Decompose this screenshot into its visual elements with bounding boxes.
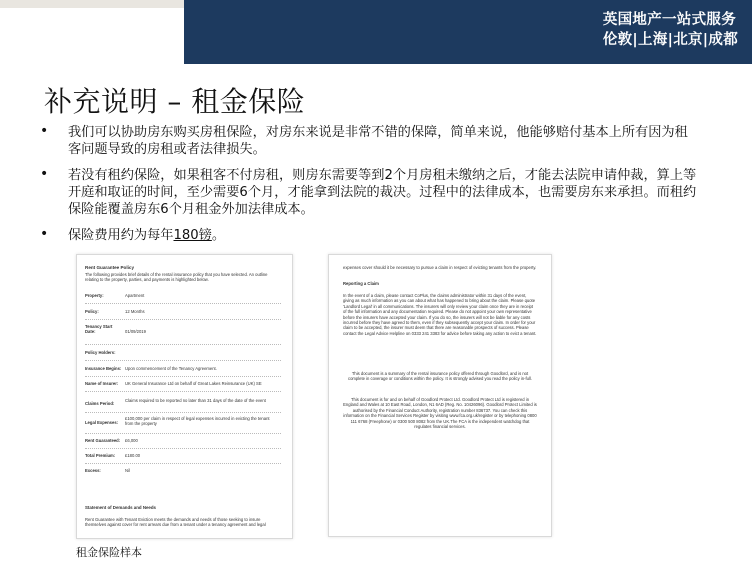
row-label: Policy Holders: bbox=[85, 350, 116, 355]
divider bbox=[85, 448, 281, 449]
bullet-list bbox=[40, 124, 700, 253]
row-value: Upon commencement of the Tenancy Agreement. bbox=[125, 366, 217, 371]
brand-banner bbox=[184, 0, 752, 64]
row-label: Excess: bbox=[85, 468, 101, 473]
row-value: £100,000 per claim in respect of legal expenses incurred in evicting the tenant from the property bbox=[125, 416, 270, 427]
row-value: Nil bbox=[125, 468, 130, 473]
row-label: Total Premium: bbox=[85, 453, 116, 458]
brand-service-line: 英国地产一站式服务 bbox=[602, 12, 737, 28]
demands-text: Rent Guarantee with Tenant Eviction meets the demands and needs of those seeking to insure themselves against cover for rent arrears due from a tenant under a tenancy agreement and legal bbox=[85, 517, 266, 528]
row-value: UK General Insurance Ltd on behalf of Great Lakes Reinsurance (UK) SE bbox=[125, 381, 262, 386]
policy-row-claims-period bbox=[85, 398, 285, 412]
policy-document-page-1 bbox=[76, 254, 293, 539]
row-label: Policy: bbox=[85, 309, 99, 314]
summary-notice: This document is a summary of the rental insurance policy offered through Goodlord, and is not complete in coverage or conditions within the policy. It is strongly advised you read the policy in-full. bbox=[347, 371, 533, 382]
row-value: 12 Months bbox=[125, 309, 145, 314]
bullet-item bbox=[40, 167, 700, 218]
logo-strip bbox=[0, 0, 184, 8]
bullet-symbol: • bbox=[40, 123, 49, 139]
sample-caption: 租金保险样本 bbox=[76, 546, 142, 559]
policy-row-insurance-begins bbox=[85, 366, 285, 380]
claim-instructions: In the event of a claim, please contact CoPlus, the claims administrator within 31 days of the event, giving as much information as you can about what has happened to bring about the claim. Please quote 'Landlord Legal' in all communications. The insurers will only review your claim once they are in receipt of the full information and any documentation required. Please do not appoint your own representative before the insurers have accepted your claim. If you do so, the insurers will not be liable for any costs incurred before they have agreed to them, even if they subsequently accept your claim. In order for your claim to be accepted, the insurer must deem that there are reasonable prospects of success. Please contact the Legal Advice Helpline on 0333 241 3383 for advice before taking any action to evict a tenant. bbox=[343, 293, 537, 336]
claim-heading: Reporting a Claim bbox=[343, 281, 379, 286]
divider bbox=[85, 463, 281, 464]
policy-row-legal-expenses bbox=[85, 416, 285, 434]
bullet-item bbox=[40, 124, 700, 158]
policy-row-policy bbox=[85, 309, 285, 323]
row-value: Claims required to be reported no later than 31 days of the date of the event bbox=[125, 398, 266, 403]
row-value: £6,000 bbox=[125, 438, 138, 443]
row-value: Apartment bbox=[125, 293, 145, 298]
policy-document-page-2 bbox=[328, 254, 552, 537]
divider bbox=[85, 376, 281, 377]
row-label: Name of Insurer: bbox=[85, 381, 119, 386]
divider bbox=[85, 319, 281, 320]
row-label: Claims Period: bbox=[85, 401, 115, 406]
cost-amount: 180镑 bbox=[173, 228, 212, 243]
bullet-symbol: • bbox=[40, 226, 49, 242]
legal-notice: This document is for and on behalf of Goodlord Protect Ltd. Goodlord Protect Ltd is registered in England and Wales at 10 East Road, London, N1 6AD (Reg. No. 10426096). Goodlord Protect Limited is authorised by the Financial Conduct Authority, registration number 836737. You can check this information on the Financial Services Register by visiting www.fca.org.uk/register or by telephoning 0800 111 6768 (Freephone) or 0300 500 8082 from the UK.The FCA is the independent watchdog that regulates financial services. bbox=[343, 397, 537, 430]
divider bbox=[85, 344, 281, 345]
divider bbox=[85, 412, 281, 413]
policy-row-excess bbox=[85, 468, 285, 482]
policy-row-holders bbox=[85, 350, 285, 364]
brand-text bbox=[603, 10, 738, 50]
divider bbox=[85, 360, 281, 361]
row-value: 01/09/2019 bbox=[125, 329, 146, 334]
bullet-text: 若没有租约保险，如果租客不付房租，则房东需要等到2个月房租未缴纳之后，才能去法院申请仲裁，算上等开庭和取证的时间，至少需要6个月，才能拿到法院的裁决。过程中的法律成本，也需要房东来承担。而租约保险能覆盖房东6个月租金外加法律成本。 bbox=[68, 168, 697, 217]
brand-cities-line: 伦敦|上海|北京|成都 bbox=[602, 32, 738, 48]
cost-suffix: 。 bbox=[211, 228, 226, 243]
bullet-text: 我们可以协助房东购买房租保险，对房东来说是非常不错的保障，简单来说，他能够赔付基本上所有因为租客问题导致的房租或者法律损失。 bbox=[68, 125, 688, 157]
slide-title: 补充说明 – 租金保险 bbox=[44, 85, 306, 118]
row-label: Rent Guaranteed: bbox=[85, 438, 121, 443]
row-label: Insurance Begins: bbox=[85, 366, 122, 371]
bullet-symbol: • bbox=[40, 166, 49, 182]
policy-row-tenancy-start bbox=[85, 324, 285, 344]
policy-heading: Rent Guarantee Policy bbox=[85, 265, 135, 270]
policy-row-insurer bbox=[85, 381, 285, 395]
policy-row-rent-guaranteed bbox=[85, 438, 285, 452]
continued-text: expenses cover should it be necessary to pursue a claim in respect of evicting tenants from the property. bbox=[343, 265, 537, 270]
divider bbox=[85, 391, 281, 392]
logo-area bbox=[0, 0, 184, 64]
policy-intro: The following provides brief details of the rental insurance policy that you have selected. An outline relating to the property, parties, and payments is highlighted below. bbox=[85, 272, 268, 283]
row-label: Tenancy Start Date: bbox=[85, 324, 113, 335]
policy-row-property bbox=[85, 293, 285, 307]
row-label: Property: bbox=[85, 293, 104, 298]
cost-prefix: 保险费用约为每年 bbox=[68, 228, 174, 243]
row-value: £180.00 bbox=[125, 453, 141, 458]
bullet-item-cost bbox=[40, 227, 700, 244]
divider bbox=[85, 303, 281, 304]
row-label: Legal Expenses: bbox=[85, 420, 119, 425]
divider bbox=[85, 433, 281, 434]
demands-heading: Statement of Demands and Needs bbox=[85, 505, 156, 510]
policy-row-premium bbox=[85, 453, 285, 467]
